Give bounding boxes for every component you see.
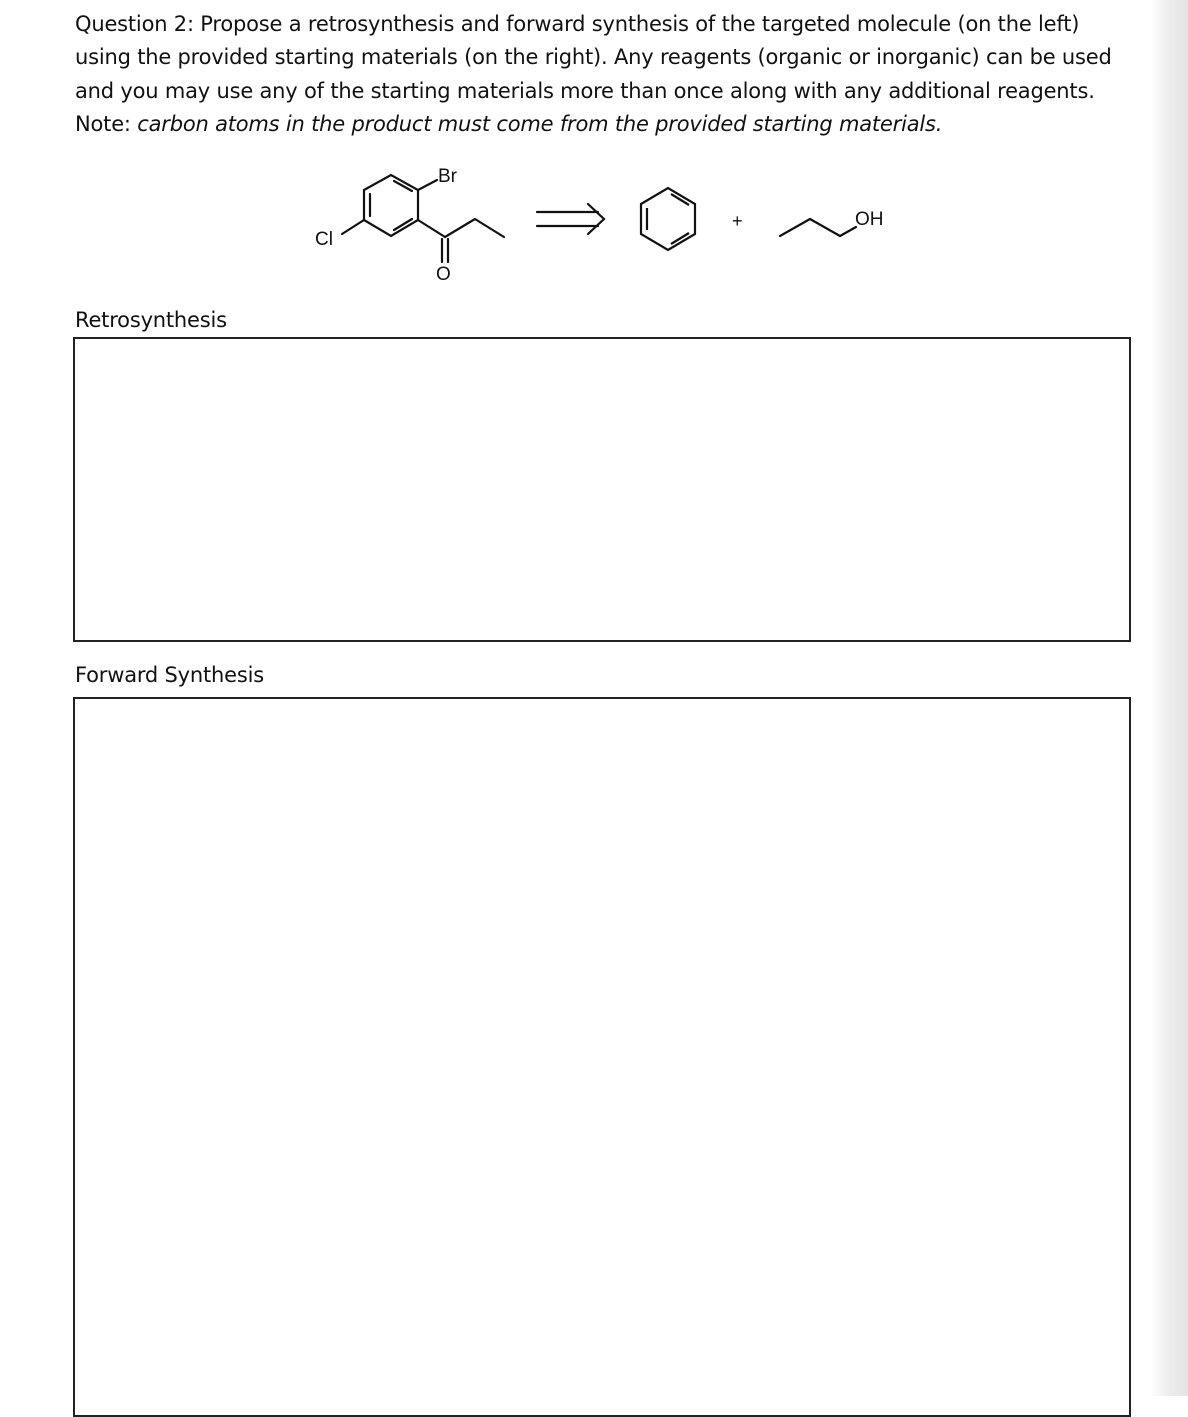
retrosynthesis-scheme — [0, 150, 1188, 300]
question-text — [75, 8, 1115, 141]
forward-synthesis-answer-box[interactable] — [73, 697, 1131, 1417]
bromine-label: Br — [438, 166, 457, 187]
oxygen-label: O — [436, 264, 451, 285]
retrosynthesis-answer-box[interactable] — [73, 337, 1131, 642]
propanol-starting-material — [780, 219, 856, 236]
page-edge-shadow — [1150, 0, 1188, 1396]
benzene-starting-material — [641, 188, 695, 250]
question-prefix: Question 2: Propose a retrosynthesis and forward synthesis of the targeted molecule (on the left) using the provided starting materials (on the right). Any reagents (organic or inorganic) can be used and you may use any of the starting materials more than once along with any additional reagents. Note: — [75, 12, 1112, 136]
retrosynthesis-heading: Retrosynthesis — [75, 308, 227, 332]
chlorine-label: Cl — [315, 229, 333, 250]
forward-synthesis-heading: Forward Synthesis — [75, 663, 264, 687]
retrosynthesis-arrow — [537, 204, 604, 234]
target-molecule — [342, 175, 504, 262]
hydroxyl-label: OH — [855, 209, 884, 230]
question-note-italic: carbon atoms in the product must come from the provided starting materials. — [137, 111, 943, 136]
plus-sign: + — [732, 211, 743, 231]
